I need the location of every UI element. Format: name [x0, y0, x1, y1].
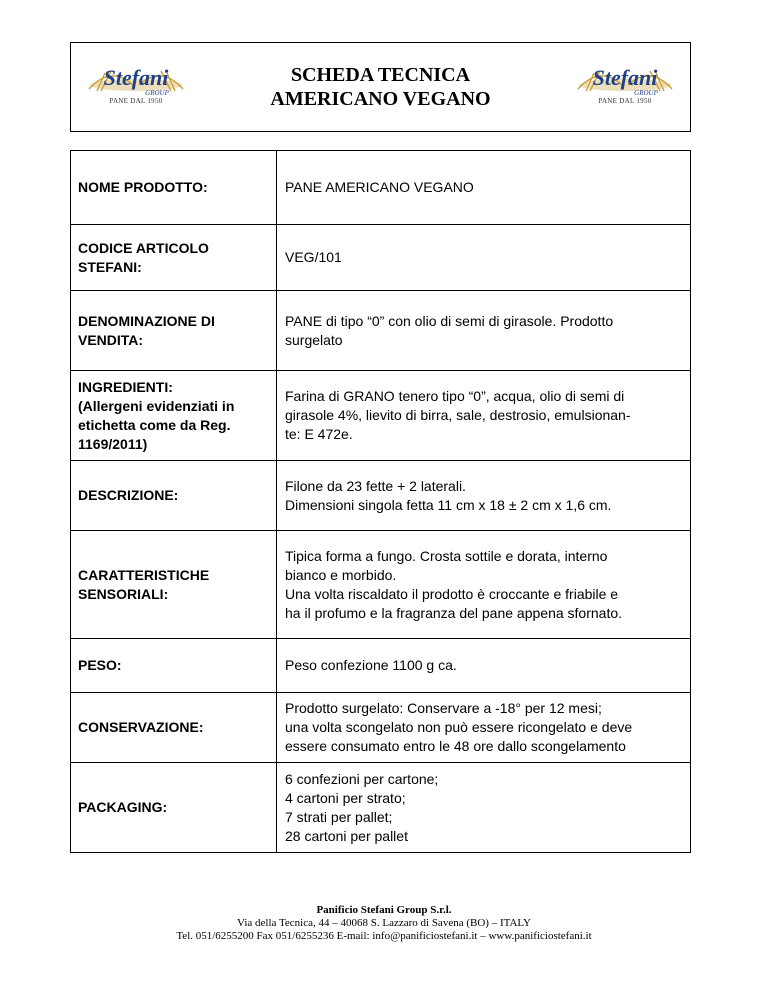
row-value: Peso confezione 1100 g ca.: [277, 639, 691, 693]
logo-group: GROUP: [634, 89, 658, 97]
row-value: Filone da 23 fette + 2 laterali. Dimensioni singola fetta 11 cm x 18 ± 2 cm x 1,6 cm.: [277, 461, 691, 531]
table-row: [71, 371, 691, 461]
table-row: [71, 531, 691, 639]
stefani-logo-right: [570, 59, 680, 109]
footer-company: Panificio Stefani Group S.r.l.: [316, 904, 452, 916]
row-value: VEG/101: [277, 225, 691, 291]
row-value: PANE di tipo “0” con olio di semi di girasole. Prodotto surgelato: [277, 291, 691, 371]
row-label: PESO:: [71, 639, 277, 693]
logo-tagline: PANE DAL 1950: [109, 97, 163, 105]
footer-contacts: Tel. 051/6255200 Fax 051/6255236 E-mail: info@panificiostefani.it – www.panificiostefani.it: [176, 930, 592, 942]
row-label: CONSERVAZIONE:: [71, 693, 277, 763]
row-label: PACKAGING:: [71, 763, 277, 853]
table-row: [71, 693, 691, 763]
table-row: [71, 291, 691, 371]
header-box: [70, 42, 691, 132]
row-label: NOME PRODOTTO:: [71, 151, 277, 225]
logo-wordmark: Stefani: [103, 65, 169, 90]
row-value: Farina di GRANO tenero tipo “0”, acqua, olio di semi di girasole 4%, lievito di birra, sale, destrosio, emulsionan- te: E 472e.: [277, 371, 691, 461]
row-value: PANE AMERICANO VEGANO: [277, 151, 691, 225]
row-label: INGREDIENTI: (Allergeni evidenziati in etichetta come da Reg. 1169/2011): [71, 371, 277, 461]
table-row: [71, 225, 691, 291]
footer: [0, 904, 768, 943]
row-label: DESCRIZIONE:: [71, 461, 277, 531]
row-label: CARATTERISTICHE SENSORIALI:: [71, 531, 277, 639]
table-row: [71, 763, 691, 853]
footer-address: Via della Tecnica, 44 – 40068 S. Lazzaro di Savena (BO) – ITALY: [237, 917, 531, 929]
table-row: [71, 639, 691, 693]
spec-table: [70, 150, 691, 853]
title-line-2: AMERICANO VEGANO: [270, 88, 491, 110]
row-value: Tipica forma a fungo. Crosta sottile e dorata, interno bianco e morbido. Una volta riscaldato il prodotto è croccante e friabile e ha il profumo e la fragranza del pane appena sfornato.: [277, 531, 691, 639]
logo-group: GROUP: [145, 89, 169, 97]
row-value: 6 confezioni per cartone; 4 cartoni per strato; 7 strati per pallet; 28 cartoni per pallet: [277, 763, 691, 853]
row-value: Prodotto surgelato: Conservare a -18° per 12 mesi; una volta scongelato non può essere ricongelato e deve essere consumato entro le 48 ore dallo scongelamento: [277, 693, 691, 763]
table-row: [71, 151, 691, 225]
logo-wordmark: Stefani: [592, 65, 658, 90]
title-line-1: SCHEDA TECNICA: [290, 64, 471, 86]
row-label: DENOMINAZIONE DI VENDITA:: [71, 291, 277, 371]
row-label: CODICE ARTICOLO STEFANI:: [71, 225, 277, 291]
logo-tagline: PANE DAL 1950: [598, 97, 652, 105]
table-row: [71, 461, 691, 531]
